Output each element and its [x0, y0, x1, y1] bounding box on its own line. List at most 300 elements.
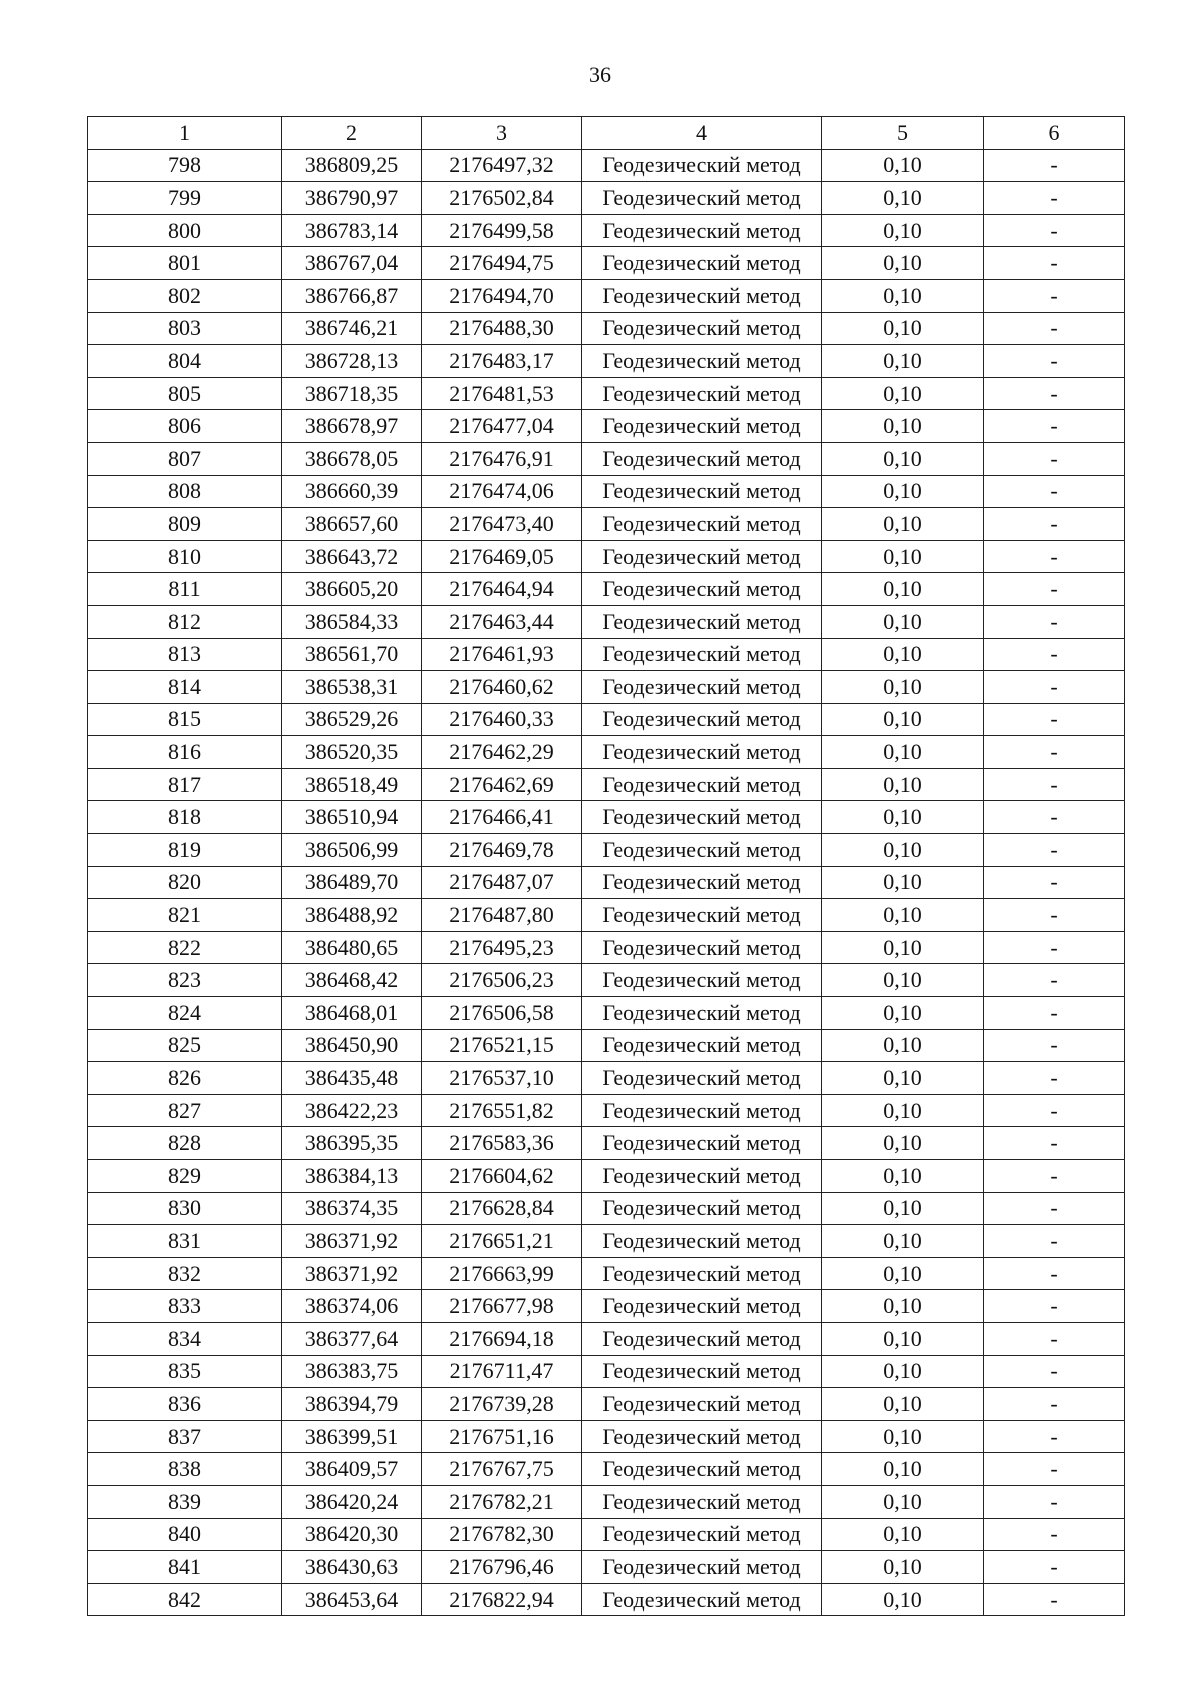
accuracy-cell: 0,10	[822, 931, 984, 964]
method-cell: Геодезический метод	[582, 1257, 822, 1290]
point-number-cell: 821	[88, 899, 282, 932]
table-row	[88, 573, 1125, 606]
method-cell: Геодезический метод	[582, 605, 822, 638]
method-cell: Геодезический метод	[582, 247, 822, 280]
method-cell: Геодезический метод	[582, 736, 822, 769]
table-row	[88, 1551, 1125, 1584]
table-row	[88, 1225, 1125, 1258]
y-coordinate-cell: 2176473,40	[422, 508, 582, 541]
x-coordinate-cell: 386657,60	[282, 508, 422, 541]
accuracy-cell: 0,10	[822, 312, 984, 345]
point-number-cell: 824	[88, 997, 282, 1030]
table-row	[88, 671, 1125, 704]
method-cell: Геодезический метод	[582, 1290, 822, 1323]
y-coordinate-cell: 2176663,99	[422, 1257, 582, 1290]
note-cell: -	[984, 573, 1125, 606]
point-number-cell: 840	[88, 1518, 282, 1551]
point-number-cell: 834	[88, 1322, 282, 1355]
method-cell: Геодезический метод	[582, 345, 822, 378]
accuracy-cell: 0,10	[822, 1029, 984, 1062]
accuracy-cell: 0,10	[822, 1160, 984, 1193]
method-cell: Геодезический метод	[582, 508, 822, 541]
header-row	[88, 117, 1125, 150]
table-row	[88, 964, 1125, 997]
x-coordinate-cell: 386394,79	[282, 1388, 422, 1421]
accuracy-cell: 0,10	[822, 866, 984, 899]
y-coordinate-cell: 2176796,46	[422, 1551, 582, 1584]
x-coordinate-cell: 386718,35	[282, 377, 422, 410]
method-cell: Геодезический метод	[582, 834, 822, 867]
method-cell: Геодезический метод	[582, 1225, 822, 1258]
x-coordinate-cell: 386371,92	[282, 1257, 422, 1290]
y-coordinate-cell: 2176481,53	[422, 377, 582, 410]
y-coordinate-cell: 2176476,91	[422, 442, 582, 475]
accuracy-cell: 0,10	[822, 1322, 984, 1355]
y-coordinate-cell: 2176487,80	[422, 899, 582, 932]
point-number-cell: 838	[88, 1453, 282, 1486]
table-row	[88, 1322, 1125, 1355]
note-cell: -	[984, 866, 1125, 899]
point-number-cell: 814	[88, 671, 282, 704]
point-number-cell: 808	[88, 475, 282, 508]
note-cell: -	[984, 149, 1125, 182]
note-cell: -	[984, 997, 1125, 1030]
accuracy-cell: 0,10	[822, 540, 984, 573]
method-cell: Геодезический метод	[582, 1420, 822, 1453]
method-cell: Геодезический метод	[582, 964, 822, 997]
accuracy-cell: 0,10	[822, 1355, 984, 1388]
table-row	[88, 475, 1125, 508]
x-coordinate-cell: 386450,90	[282, 1029, 422, 1062]
method-cell: Геодезический метод	[582, 1583, 822, 1616]
method-cell: Геодезический метод	[582, 866, 822, 899]
accuracy-cell: 0,10	[822, 638, 984, 671]
table-row	[88, 1127, 1125, 1160]
x-coordinate-cell: 386790,97	[282, 182, 422, 215]
point-number-cell: 828	[88, 1127, 282, 1160]
note-cell: -	[984, 279, 1125, 312]
note-cell: -	[984, 1062, 1125, 1095]
x-coordinate-cell: 386506,99	[282, 834, 422, 867]
point-number-cell: 818	[88, 801, 282, 834]
table-row	[88, 182, 1125, 215]
accuracy-cell: 0,10	[822, 1062, 984, 1095]
note-cell: -	[984, 1453, 1125, 1486]
y-coordinate-cell: 2176506,58	[422, 997, 582, 1030]
accuracy-cell: 0,10	[822, 1420, 984, 1453]
note-cell: -	[984, 964, 1125, 997]
table-row	[88, 801, 1125, 834]
table-row	[88, 1485, 1125, 1518]
accuracy-cell: 0,10	[822, 1257, 984, 1290]
method-cell: Геодезический метод	[582, 1388, 822, 1421]
x-coordinate-cell: 386374,06	[282, 1290, 422, 1323]
x-coordinate-cell: 386510,94	[282, 801, 422, 834]
table-row	[88, 1518, 1125, 1551]
coordinates-table	[87, 116, 1125, 1616]
accuracy-cell: 0,10	[822, 736, 984, 769]
accuracy-cell: 0,10	[822, 899, 984, 932]
method-cell: Геодезический метод	[582, 1518, 822, 1551]
point-number-cell: 811	[88, 573, 282, 606]
table-row	[88, 1094, 1125, 1127]
y-coordinate-cell: 2176460,33	[422, 703, 582, 736]
x-coordinate-cell: 386766,87	[282, 279, 422, 312]
method-cell: Геодезический метод	[582, 703, 822, 736]
note-cell: -	[984, 1160, 1125, 1193]
x-coordinate-cell: 386453,64	[282, 1583, 422, 1616]
table-row	[88, 508, 1125, 541]
point-number-cell: 822	[88, 931, 282, 964]
y-coordinate-cell: 2176651,21	[422, 1225, 582, 1258]
y-coordinate-cell: 2176782,21	[422, 1485, 582, 1518]
accuracy-cell: 0,10	[822, 149, 984, 182]
x-coordinate-cell: 386377,64	[282, 1322, 422, 1355]
note-cell: -	[984, 801, 1125, 834]
accuracy-cell: 0,10	[822, 345, 984, 378]
y-coordinate-cell: 2176822,94	[422, 1583, 582, 1616]
point-number-cell: 833	[88, 1290, 282, 1323]
note-cell: -	[984, 1420, 1125, 1453]
accuracy-cell: 0,10	[822, 1192, 984, 1225]
accuracy-cell: 0,10	[822, 1518, 984, 1551]
method-cell: Геодезический метод	[582, 312, 822, 345]
note-cell: -	[984, 377, 1125, 410]
y-coordinate-cell: 2176462,29	[422, 736, 582, 769]
point-number-cell: 830	[88, 1192, 282, 1225]
x-coordinate-cell: 386480,65	[282, 931, 422, 964]
method-cell: Геодезический метод	[582, 801, 822, 834]
point-number-cell: 835	[88, 1355, 282, 1388]
x-coordinate-cell: 386384,13	[282, 1160, 422, 1193]
note-cell: -	[984, 638, 1125, 671]
point-number-cell: 807	[88, 442, 282, 475]
x-coordinate-cell: 386767,04	[282, 247, 422, 280]
note-cell: -	[984, 1029, 1125, 1062]
note-cell: -	[984, 1290, 1125, 1323]
y-coordinate-cell: 2176460,62	[422, 671, 582, 704]
point-number-cell: 806	[88, 410, 282, 443]
method-cell: Геодезический метод	[582, 182, 822, 215]
table-row	[88, 214, 1125, 247]
method-cell: Геодезический метод	[582, 149, 822, 182]
point-number-cell: 832	[88, 1257, 282, 1290]
table-row	[88, 1160, 1125, 1193]
x-coordinate-cell: 386746,21	[282, 312, 422, 345]
column-header: 4	[582, 117, 822, 150]
note-cell: -	[984, 475, 1125, 508]
point-number-cell: 802	[88, 279, 282, 312]
note-cell: -	[984, 834, 1125, 867]
point-number-cell: 819	[88, 834, 282, 867]
y-coordinate-cell: 2176506,23	[422, 964, 582, 997]
method-cell: Геодезический метод	[582, 1160, 822, 1193]
accuracy-cell: 0,10	[822, 1127, 984, 1160]
method-cell: Геодезический метод	[582, 1322, 822, 1355]
x-coordinate-cell: 386409,57	[282, 1453, 422, 1486]
table-row	[88, 638, 1125, 671]
accuracy-cell: 0,10	[822, 508, 984, 541]
method-cell: Геодезический метод	[582, 899, 822, 932]
table-row	[88, 866, 1125, 899]
x-coordinate-cell: 386584,33	[282, 605, 422, 638]
point-number-cell: 805	[88, 377, 282, 410]
table-row	[88, 605, 1125, 638]
x-coordinate-cell: 386643,72	[282, 540, 422, 573]
point-number-cell: 813	[88, 638, 282, 671]
y-coordinate-cell: 2176751,16	[422, 1420, 582, 1453]
column-header: 2	[282, 117, 422, 150]
table-body	[88, 117, 1125, 1616]
note-cell: -	[984, 1094, 1125, 1127]
table-row	[88, 1355, 1125, 1388]
x-coordinate-cell: 386371,92	[282, 1225, 422, 1258]
accuracy-cell: 0,10	[822, 605, 984, 638]
method-cell: Геодезический метод	[582, 1192, 822, 1225]
note-cell: -	[984, 1127, 1125, 1160]
point-number-cell: 831	[88, 1225, 282, 1258]
method-cell: Геодезический метод	[582, 931, 822, 964]
point-number-cell: 826	[88, 1062, 282, 1095]
table-row	[88, 1453, 1125, 1486]
y-coordinate-cell: 2176677,98	[422, 1290, 582, 1323]
x-coordinate-cell: 386468,42	[282, 964, 422, 997]
y-coordinate-cell: 2176604,62	[422, 1160, 582, 1193]
note-cell: -	[984, 1322, 1125, 1355]
point-number-cell: 829	[88, 1160, 282, 1193]
y-coordinate-cell: 2176466,41	[422, 801, 582, 834]
y-coordinate-cell: 2176497,32	[422, 149, 582, 182]
note-cell: -	[984, 768, 1125, 801]
table-row	[88, 703, 1125, 736]
table-row	[88, 931, 1125, 964]
accuracy-cell: 0,10	[822, 1225, 984, 1258]
table-row	[88, 899, 1125, 932]
column-header: 3	[422, 117, 582, 150]
accuracy-cell: 0,10	[822, 801, 984, 834]
note-cell: -	[984, 410, 1125, 443]
accuracy-cell: 0,10	[822, 1583, 984, 1616]
point-number-cell: 836	[88, 1388, 282, 1421]
point-number-cell: 810	[88, 540, 282, 573]
note-cell: -	[984, 899, 1125, 932]
point-number-cell: 825	[88, 1029, 282, 1062]
table-row	[88, 1062, 1125, 1095]
table-row	[88, 442, 1125, 475]
y-coordinate-cell: 2176462,69	[422, 768, 582, 801]
y-coordinate-cell: 2176463,44	[422, 605, 582, 638]
accuracy-cell: 0,10	[822, 573, 984, 606]
accuracy-cell: 0,10	[822, 410, 984, 443]
accuracy-cell: 0,10	[822, 1453, 984, 1486]
column-header: 1	[88, 117, 282, 150]
method-cell: Геодезический метод	[582, 768, 822, 801]
x-coordinate-cell: 386561,70	[282, 638, 422, 671]
table-row	[88, 1192, 1125, 1225]
method-cell: Геодезический метод	[582, 540, 822, 573]
y-coordinate-cell: 2176495,23	[422, 931, 582, 964]
y-coordinate-cell: 2176521,15	[422, 1029, 582, 1062]
x-coordinate-cell: 386529,26	[282, 703, 422, 736]
x-coordinate-cell: 386518,49	[282, 768, 422, 801]
accuracy-cell: 0,10	[822, 182, 984, 215]
point-number-cell: 839	[88, 1485, 282, 1518]
column-header: 6	[984, 117, 1125, 150]
point-number-cell: 816	[88, 736, 282, 769]
page-number: 36	[589, 62, 611, 87]
x-coordinate-cell: 386488,92	[282, 899, 422, 932]
method-cell: Геодезический метод	[582, 1355, 822, 1388]
point-number-cell: 799	[88, 182, 282, 215]
note-cell: -	[984, 1583, 1125, 1616]
accuracy-cell: 0,10	[822, 997, 984, 1030]
note-cell: -	[984, 1225, 1125, 1258]
point-number-cell: 837	[88, 1420, 282, 1453]
note-cell: -	[984, 1257, 1125, 1290]
x-coordinate-cell: 386430,63	[282, 1551, 422, 1584]
note-cell: -	[984, 1485, 1125, 1518]
x-coordinate-cell: 386520,35	[282, 736, 422, 769]
table-row	[88, 1583, 1125, 1616]
accuracy-cell: 0,10	[822, 671, 984, 704]
note-cell: -	[984, 703, 1125, 736]
accuracy-cell: 0,10	[822, 1094, 984, 1127]
y-coordinate-cell: 2176483,17	[422, 345, 582, 378]
y-coordinate-cell: 2176499,58	[422, 214, 582, 247]
table-row	[88, 1029, 1125, 1062]
y-coordinate-cell: 2176694,18	[422, 1322, 582, 1355]
table-row	[88, 997, 1125, 1030]
y-coordinate-cell: 2176502,84	[422, 182, 582, 215]
note-cell: -	[984, 247, 1125, 280]
table-row	[88, 279, 1125, 312]
table-row	[88, 1290, 1125, 1323]
y-coordinate-cell: 2176767,75	[422, 1453, 582, 1486]
method-cell: Геодезический метод	[582, 214, 822, 247]
method-cell: Геодезический метод	[582, 1551, 822, 1584]
x-coordinate-cell: 386489,70	[282, 866, 422, 899]
accuracy-cell: 0,10	[822, 247, 984, 280]
point-number-cell: 804	[88, 345, 282, 378]
y-coordinate-cell: 2176474,06	[422, 475, 582, 508]
table-row	[88, 410, 1125, 443]
note-cell: -	[984, 1388, 1125, 1421]
note-cell: -	[984, 442, 1125, 475]
method-cell: Геодезический метод	[582, 475, 822, 508]
accuracy-cell: 0,10	[822, 475, 984, 508]
note-cell: -	[984, 736, 1125, 769]
accuracy-cell: 0,10	[822, 442, 984, 475]
point-number-cell: 803	[88, 312, 282, 345]
note-cell: -	[984, 345, 1125, 378]
accuracy-cell: 0,10	[822, 703, 984, 736]
note-cell: -	[984, 182, 1125, 215]
x-coordinate-cell: 386468,01	[282, 997, 422, 1030]
method-cell: Геодезический метод	[582, 1029, 822, 1062]
point-number-cell: 827	[88, 1094, 282, 1127]
accuracy-cell: 0,10	[822, 279, 984, 312]
table-row	[88, 345, 1125, 378]
x-coordinate-cell: 386678,05	[282, 442, 422, 475]
point-number-cell: 823	[88, 964, 282, 997]
accuracy-cell: 0,10	[822, 214, 984, 247]
x-coordinate-cell: 386783,14	[282, 214, 422, 247]
y-coordinate-cell: 2176537,10	[422, 1062, 582, 1095]
accuracy-cell: 0,10	[822, 1551, 984, 1584]
method-cell: Геодезический метод	[582, 410, 822, 443]
point-number-cell: 820	[88, 866, 282, 899]
note-cell: -	[984, 931, 1125, 964]
x-coordinate-cell: 386422,23	[282, 1094, 422, 1127]
note-cell: -	[984, 1518, 1125, 1551]
method-cell: Геодезический метод	[582, 997, 822, 1030]
method-cell: Геодезический метод	[582, 671, 822, 704]
method-cell: Геодезический метод	[582, 1453, 822, 1486]
table-row	[88, 312, 1125, 345]
table-row	[88, 540, 1125, 573]
note-cell: -	[984, 1355, 1125, 1388]
table-row	[88, 247, 1125, 280]
y-coordinate-cell: 2176739,28	[422, 1388, 582, 1421]
method-cell: Геодезический метод	[582, 442, 822, 475]
note-cell: -	[984, 1192, 1125, 1225]
table-row	[88, 1420, 1125, 1453]
table-row	[88, 377, 1125, 410]
x-coordinate-cell: 386420,24	[282, 1485, 422, 1518]
method-cell: Геодезический метод	[582, 573, 822, 606]
y-coordinate-cell: 2176494,70	[422, 279, 582, 312]
x-coordinate-cell: 386660,39	[282, 475, 422, 508]
y-coordinate-cell: 2176551,82	[422, 1094, 582, 1127]
table-row	[88, 1257, 1125, 1290]
y-coordinate-cell: 2176487,07	[422, 866, 582, 899]
method-cell: Геодезический метод	[582, 638, 822, 671]
accuracy-cell: 0,10	[822, 964, 984, 997]
x-coordinate-cell: 386420,30	[282, 1518, 422, 1551]
note-cell: -	[984, 1551, 1125, 1584]
note-cell: -	[984, 312, 1125, 345]
note-cell: -	[984, 214, 1125, 247]
y-coordinate-cell: 2176469,05	[422, 540, 582, 573]
y-coordinate-cell: 2176469,78	[422, 834, 582, 867]
x-coordinate-cell: 386809,25	[282, 149, 422, 182]
y-coordinate-cell: 2176628,84	[422, 1192, 582, 1225]
method-cell: Геодезический метод	[582, 1062, 822, 1095]
y-coordinate-cell: 2176464,94	[422, 573, 582, 606]
y-coordinate-cell: 2176583,36	[422, 1127, 582, 1160]
x-coordinate-cell: 386435,48	[282, 1062, 422, 1095]
x-coordinate-cell: 386605,20	[282, 573, 422, 606]
method-cell: Геодезический метод	[582, 377, 822, 410]
point-number-cell: 812	[88, 605, 282, 638]
accuracy-cell: 0,10	[822, 377, 984, 410]
note-cell: -	[984, 671, 1125, 704]
table-row	[88, 1388, 1125, 1421]
x-coordinate-cell: 386728,13	[282, 345, 422, 378]
y-coordinate-cell: 2176477,04	[422, 410, 582, 443]
point-number-cell: 809	[88, 508, 282, 541]
x-coordinate-cell: 386538,31	[282, 671, 422, 704]
method-cell: Геодезический метод	[582, 1127, 822, 1160]
accuracy-cell: 0,10	[822, 1290, 984, 1323]
column-header: 5	[822, 117, 984, 150]
note-cell: -	[984, 540, 1125, 573]
x-coordinate-cell: 386383,75	[282, 1355, 422, 1388]
accuracy-cell: 0,10	[822, 834, 984, 867]
y-coordinate-cell: 2176711,47	[422, 1355, 582, 1388]
x-coordinate-cell: 386374,35	[282, 1192, 422, 1225]
table-row	[88, 834, 1125, 867]
